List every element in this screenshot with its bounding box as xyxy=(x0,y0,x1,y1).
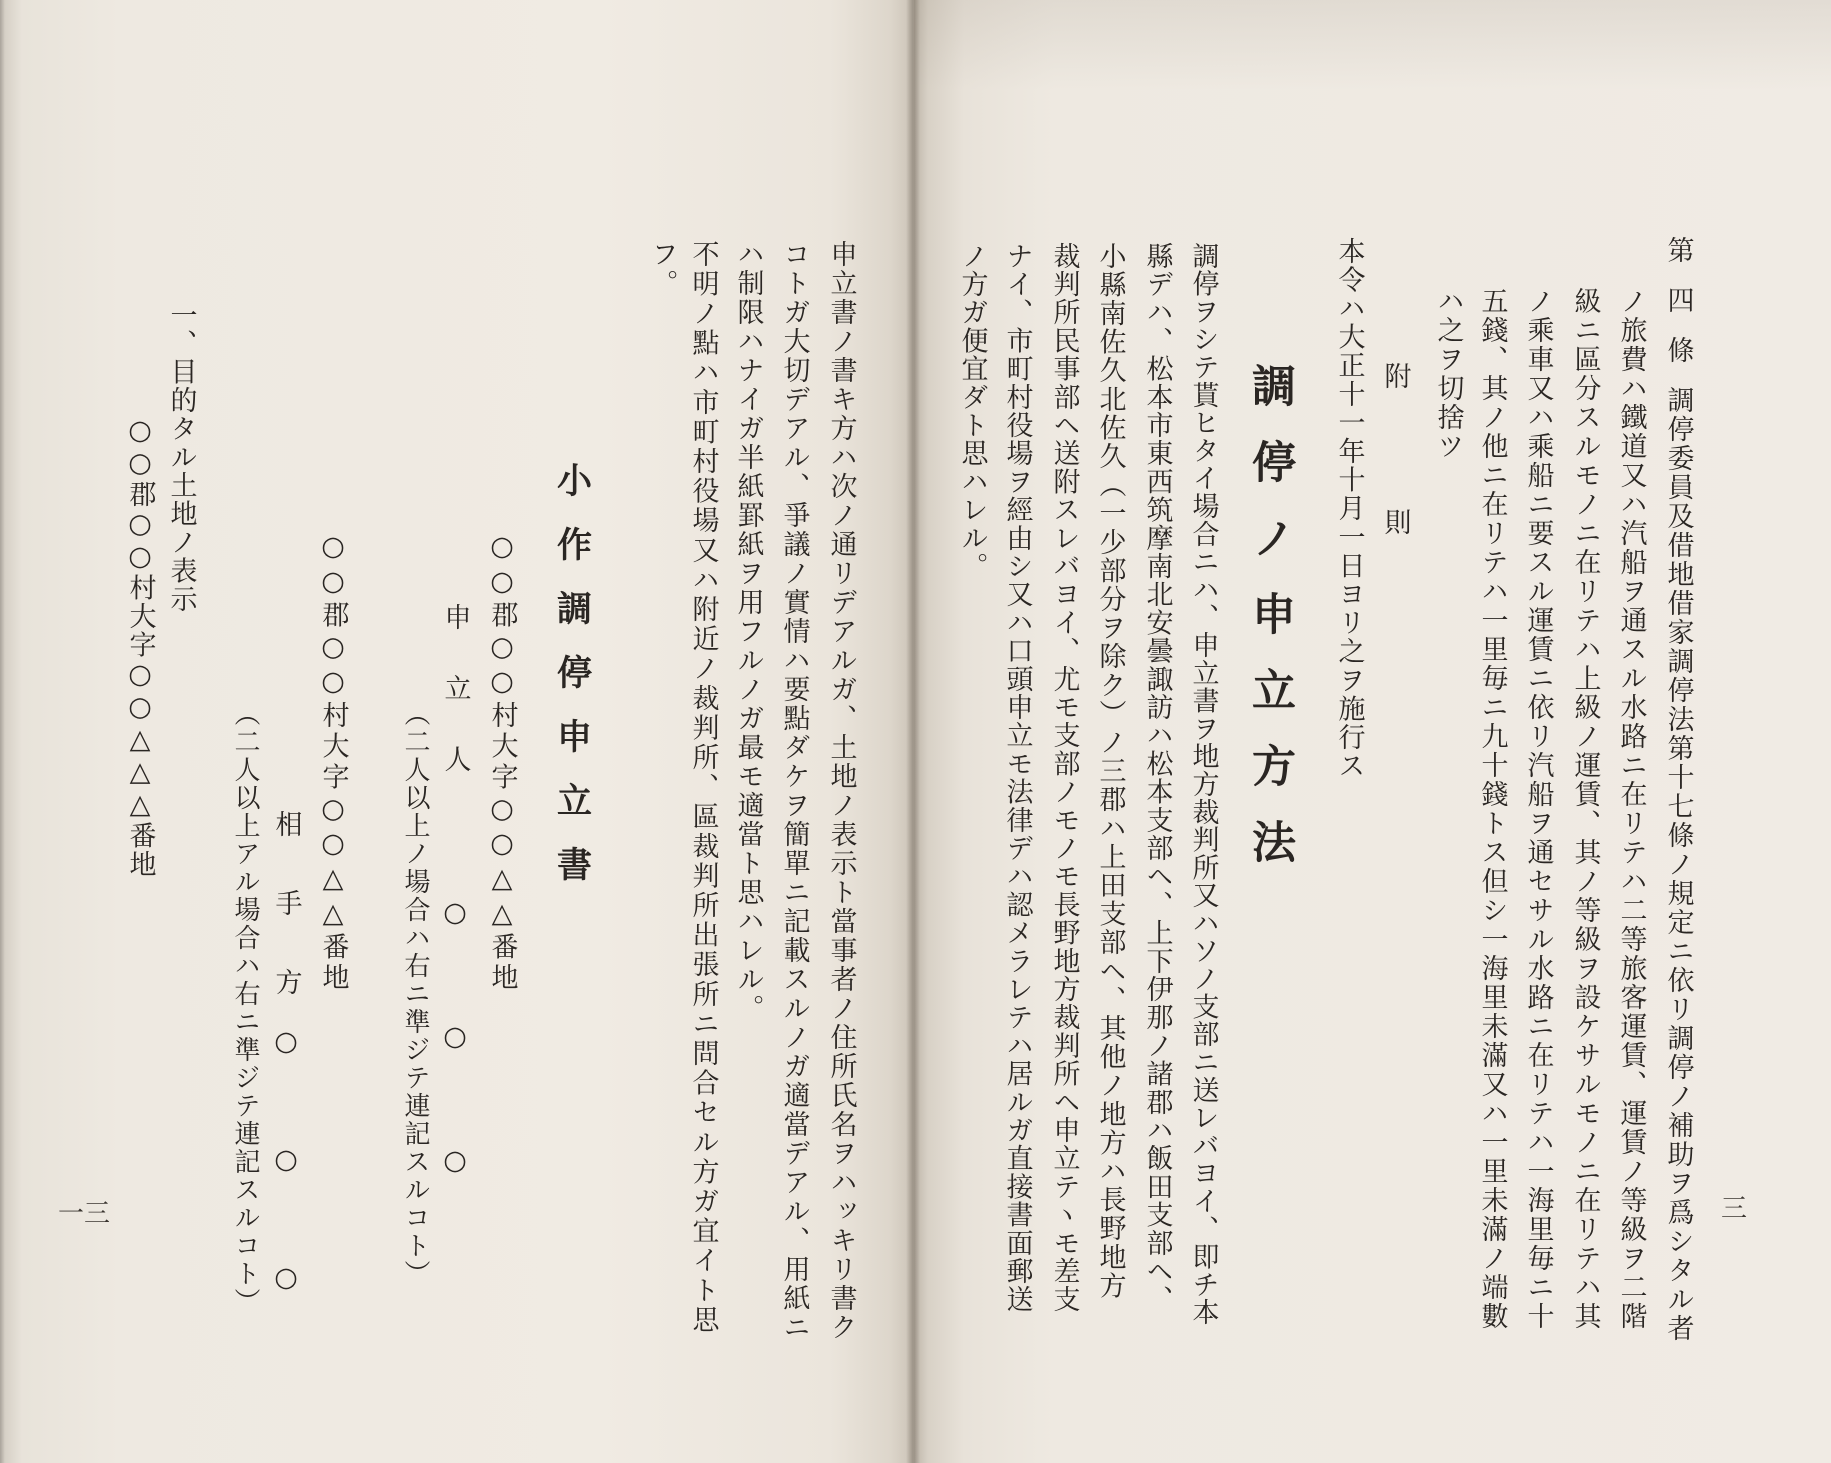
body-line-2: コトガ大切デアル、爭議ノ實情ハ要點ダケヲ簡單ニ記載スルノガ適當デアル、用紙ニ xyxy=(778,240,810,1342)
respondent-note: （二人以上アル場合ハ右ニ準ジテ連記スルコト） xyxy=(230,700,260,1316)
section-line-2: 縣デハ、松本市東西筑摩南北安曇諏訪ハ松本支部ヘ、上下伊那ノ諸郡ハ飯田支部ヘ、 xyxy=(1141,242,1173,1314)
item-1-address: ○○郡○○村大字○○△△△番地 xyxy=(124,415,156,879)
article-line-2: ノ旅費ハ鐵道又ハ汽船ヲ通スル水路ニ在リテハ二等旅客運賃、運賃ノ等級ヲ二階 xyxy=(1615,287,1647,1331)
section-line-6: ノ方ガ便宜ダト思ハレル。 xyxy=(956,242,988,581)
applicant-name: ○○○ xyxy=(439,897,471,1269)
applicant-address: ○○郡○○村大字○○△△番地 xyxy=(486,531,518,995)
body-line-1: 申立書ノ書キ方ハ次ノ通リデアルガ、土地ノ表示ト當事者ノ住所氏名ヲハッキリ書ク xyxy=(825,240,857,1342)
section-title: 調停ノ申立方法 xyxy=(1244,363,1295,895)
article-line-3: 級ニ區分スルモノニ在リテハ上級ノ運賃、其ノ等級ヲ設ケサルモノニ在リテハ其 xyxy=(1569,287,1601,1331)
respondent-address: ○○郡○○村大字○○△△番地 xyxy=(317,531,349,995)
form-title: 小作調停申立書 xyxy=(551,462,593,910)
right-page-number: 三 xyxy=(1721,1194,1748,1224)
item-1-heading: 一、目的タル土地ノ表示 xyxy=(165,301,197,614)
applicant-note: （二人以上ノ場合ハ右ニ準ジテ連記スルコト） xyxy=(400,700,430,1288)
respondent-name: ○○○ xyxy=(270,1026,302,1380)
article-line-4: ノ乘車又ハ乘船ニ要スル運賃ニ依リ汽船ヲ通セサル水路ニ在リテハ一海里毎ニ十 xyxy=(1522,287,1554,1331)
applicant-label: 申立人 xyxy=(439,603,471,816)
left-page-number: 一三 xyxy=(58,1199,111,1229)
supplementary-text: 本令ハ大正十一年十月一日ヨリ之ヲ施行ス xyxy=(1333,237,1365,781)
article-line-6: ハ之ヲ切捨ツ xyxy=(1432,287,1464,461)
section-line-5: ナイ、市町村役場ヲ經由シ又ハ口頭申立モ法律デハ認メラレテハ居ルガ直接書面郵送 xyxy=(1001,242,1033,1314)
body-line-3: ハ制限ハナイガ半紙罫紙ヲ用フルノガ最モ適當ト思ハレル。 xyxy=(732,240,764,1023)
section-line-3: 小縣南佐久北佐久（一少部分ヲ除ク）ノ三郡ハ上田支部ヘ、其他ノ地方ハ長野地方 xyxy=(1094,242,1126,1301)
respondent-label: 相手方 xyxy=(270,810,302,1047)
article-text: 調停委員及借地借家調停法第十七條ノ規定ニ依リ調停ノ補助ヲ爲シタル者 xyxy=(1662,386,1694,1343)
section-line-4: 裁判所民事部ヘ送附スレバヨイ、尤モ支部ノモノモ長野地方裁判所ヘ申立テヽモ差支 xyxy=(1048,242,1080,1314)
section-line-1: 調停ヲシテ貰ヒタイ場合ニハ、申立書ヲ地方裁判所又ハソノ支部ニ送レバヨイ、即チ本 xyxy=(1187,242,1219,1327)
article-line-5: 五錢、其ノ他ニ在リテハ一里毎ニ九十錢トス但シ一海里未滿又ハ一里未滿ノ端數 xyxy=(1476,287,1508,1331)
body-line-5: フ。 xyxy=(646,240,678,298)
body-line-4: 不明ノ點ハ市町村役場又ハ附近ノ裁判所、區裁判所出張所ニ問合セル方ガ宜イト思 xyxy=(687,240,719,1336)
article-number: 第四條 xyxy=(1662,236,1694,386)
supplementary-heading: 附則 xyxy=(1379,362,1411,654)
